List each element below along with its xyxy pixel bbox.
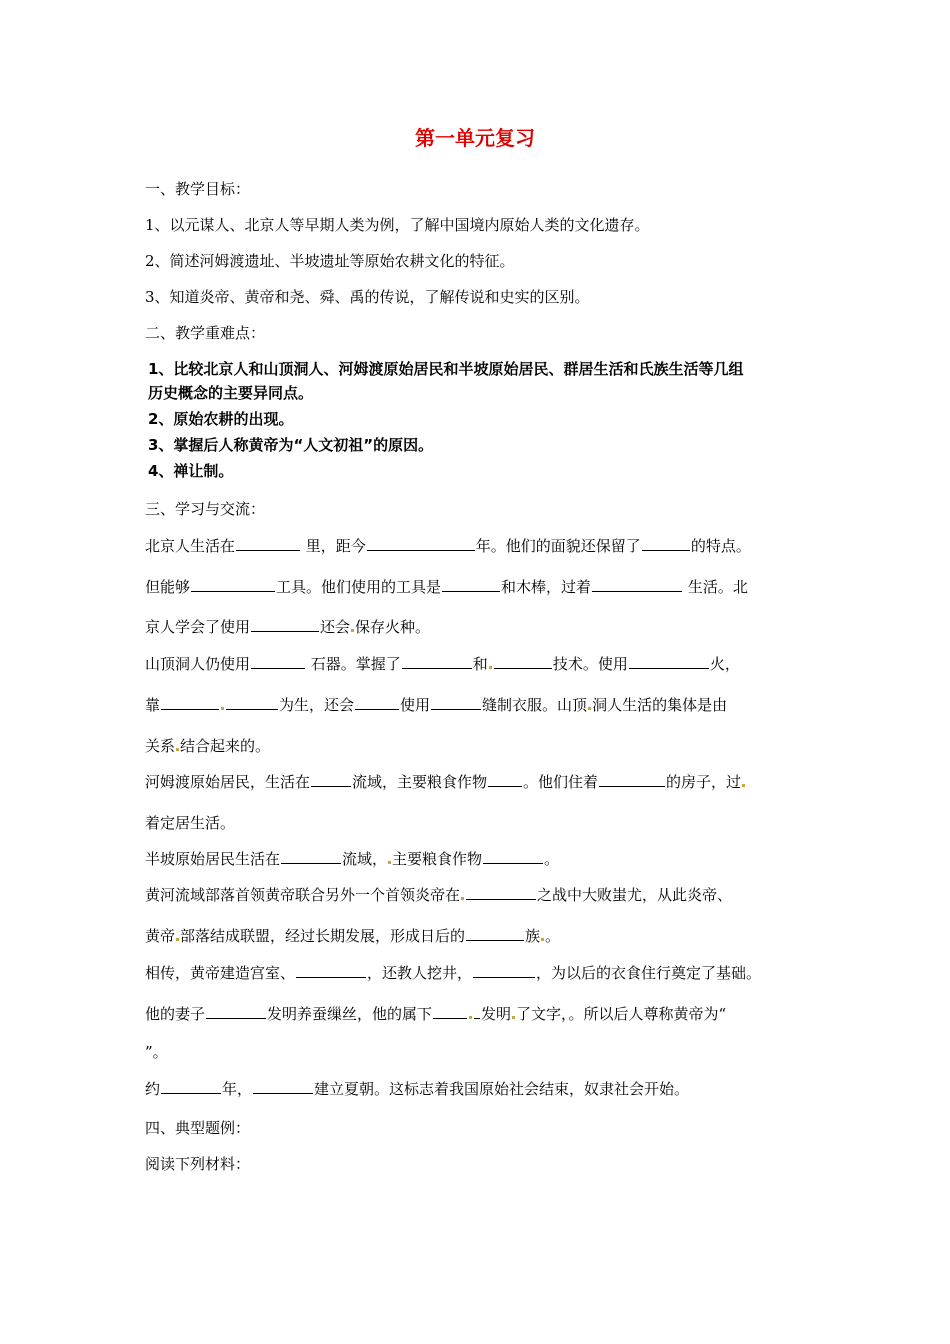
fill-text: 里，距今 [301, 537, 366, 555]
fill-text: 了文字，。所以后人尊称黄帝为“ [516, 1005, 727, 1023]
answer-blank[interactable] [191, 576, 275, 592]
answer-blank[interactable] [236, 535, 300, 551]
mark-dot [221, 707, 224, 710]
fill-text: 。 [545, 927, 561, 945]
mark-dot [461, 897, 464, 900]
fill-text: 约 [145, 1080, 161, 1098]
fill-text: 为生，还会 [279, 696, 355, 714]
answer-blank[interactable] [474, 1003, 480, 1019]
answer-blank[interactable] [251, 653, 305, 669]
fill-text: 北京人生活在 [145, 537, 236, 555]
fill-text: 但能够 [145, 578, 191, 596]
fill-text: 靠 [145, 696, 161, 714]
mark-dot [742, 784, 745, 787]
fill-text: 技术。使用 [552, 655, 628, 673]
fill-text: 主要粮食作物 [392, 850, 483, 868]
answer-blank[interactable] [599, 771, 665, 787]
fill-line [145, 735, 270, 756]
section-heading: 二、教学重难点： [145, 324, 266, 342]
fill-line [145, 925, 560, 946]
fill-text: 的特点。 [690, 537, 751, 555]
mark-dot [176, 748, 179, 751]
fill-line [145, 812, 235, 833]
fill-text: 。 [544, 850, 560, 868]
answer-blank[interactable] [466, 925, 524, 941]
fill-text: 和 [472, 655, 488, 673]
fill-text: 之战中大败蚩尤，从此炎帝、 [537, 886, 733, 904]
fill-text: 部落结成联盟，经过长期发展，形成日后的 [180, 927, 466, 945]
fill-text: 工具。他们使用的工具是 [276, 578, 442, 596]
fill-text: ，为以后的衣食住行奠定了基础。 [536, 964, 762, 982]
fill-text: 缝制衣服。山顶 [482, 696, 588, 714]
fill-line [145, 884, 732, 905]
fill-line [145, 616, 430, 637]
answer-blank[interactable] [161, 1078, 221, 1094]
answer-blank[interactable] [161, 694, 219, 710]
fill-text: 洞人生活的集体是由 [592, 696, 728, 714]
fill-text: 保存火种。 [355, 618, 431, 636]
fill-text: 流域，主要粮食作物 [352, 773, 488, 791]
fill-line [145, 653, 740, 674]
mark-dot [469, 1016, 472, 1019]
mark-dot [588, 707, 591, 710]
fill-text: ”。 [145, 1043, 168, 1061]
fill-line [145, 848, 559, 869]
fill-text: 相传，黄帝建造宫室、 [145, 964, 296, 982]
fill-text: 着定居生活。 [145, 814, 236, 832]
fill-text: 发明养蚕缫丝，他的属下 [267, 1005, 433, 1023]
fill-text: 他的妻子 [145, 1005, 206, 1023]
answer-blank[interactable] [431, 694, 481, 710]
keypoint-item: 4、禅让制。 [148, 462, 234, 480]
answer-blank[interactable] [355, 694, 399, 710]
mark-dot [541, 938, 544, 941]
answer-blank[interactable] [433, 1003, 467, 1019]
answer-blank[interactable] [251, 616, 319, 632]
fill-text: 半坡原始居民生活在 [145, 850, 281, 868]
keypoint-item: 2、原始农耕的出现。 [148, 410, 294, 428]
answer-blank[interactable] [629, 653, 709, 669]
answer-blank[interactable] [488, 771, 522, 787]
answer-blank[interactable] [402, 653, 472, 669]
answer-blank[interactable] [253, 1078, 313, 1094]
answer-blank[interactable] [281, 848, 341, 864]
fill-text: 山顶洞人仍使用 [145, 655, 251, 673]
fill-line [145, 576, 748, 597]
fill-line [145, 962, 761, 983]
objective-item: 3、知道炎帝、黄帝和尧、舜、禹的传说，了解传说和史实的区别。 [145, 288, 590, 306]
fill-text: 和木棒，过着 [501, 578, 592, 596]
mark-dot [176, 938, 179, 941]
fill-line [145, 535, 751, 556]
fill-text: 族 [525, 927, 541, 945]
fill-line [145, 1003, 726, 1024]
fill-text: 京人学会了使用 [145, 618, 251, 636]
section-heading: 一、教学目标： [145, 180, 251, 198]
fill-text: 火， [709, 655, 740, 673]
fill-line [145, 694, 727, 715]
section-text: 阅读下列材料： [145, 1155, 251, 1173]
fill-text: 年。他们的面貌还保留了 [475, 537, 641, 555]
mark-dot [351, 629, 354, 632]
fill-text: ，还教人挖井， [367, 964, 473, 982]
fill-text: 生活。北 [683, 578, 748, 596]
mark-dot [388, 861, 391, 864]
answer-blank[interactable] [311, 771, 351, 787]
fill-line [145, 771, 746, 792]
fill-text: 使用 [400, 696, 431, 714]
fill-text: 。他们住着 [523, 773, 599, 791]
fill-line [145, 1041, 168, 1062]
fill-text: 还会 [320, 618, 351, 636]
answer-blank[interactable] [473, 962, 535, 978]
page-title: 第一单元复习 [415, 126, 535, 150]
fill-text: 河姆渡原始居民，生活在 [145, 773, 311, 791]
fill-text: 的房子，过 [666, 773, 742, 791]
fill-text: 黄河流域部落首领黄帝联合另外一个首领炎帝在 [145, 886, 461, 904]
section-heading: 三、学习与交流： [145, 500, 266, 518]
mark-dot [489, 666, 492, 669]
keypoint-item: 3、掌握后人称黄帝为“人文初祖”的原因。 [148, 436, 434, 454]
keypoint-item: 1、比较北京人和山顶洞人、河姆渡原始居民和半坡原始居民、群居生活和氏族生活等几组 [148, 360, 744, 378]
fill-text: 年， [222, 1080, 253, 1098]
fill-text: 发明 [481, 1005, 512, 1023]
fill-text: 黄帝 [145, 927, 176, 945]
objective-item: 2、简述河姆渡遗址、半坡遗址等原始农耕文化的特征。 [145, 252, 515, 270]
answer-blank[interactable] [494, 653, 552, 669]
fill-text: 流域， [342, 850, 388, 868]
answer-blank[interactable] [466, 884, 536, 900]
fill-text: 石器。掌握了 [306, 655, 401, 673]
answer-blank[interactable] [206, 1003, 266, 1019]
answer-blank[interactable] [367, 535, 475, 551]
answer-blank[interactable] [442, 576, 500, 592]
keypoint-item: 历史概念的主要异同点。 [148, 384, 314, 402]
fill-text: 建立夏朝。这标志着我国原始社会结束，奴隶社会开始。 [314, 1080, 690, 1098]
answer-blank[interactable] [592, 576, 682, 592]
fill-line [145, 1078, 689, 1099]
mark-dot [512, 1016, 515, 1019]
objective-item: 1、以元谋人、北京人等早期人类为例，了解中国境内原始人类的文化遗存。 [145, 216, 650, 234]
answer-blank[interactable] [296, 962, 366, 978]
answer-blank[interactable] [642, 535, 690, 551]
answer-blank[interactable] [226, 694, 278, 710]
section-heading: 四、典型题例： [145, 1119, 251, 1137]
answer-blank[interactable] [483, 848, 543, 864]
fill-text: 关系 [145, 737, 176, 755]
fill-text: 结合起来的。 [180, 737, 271, 755]
